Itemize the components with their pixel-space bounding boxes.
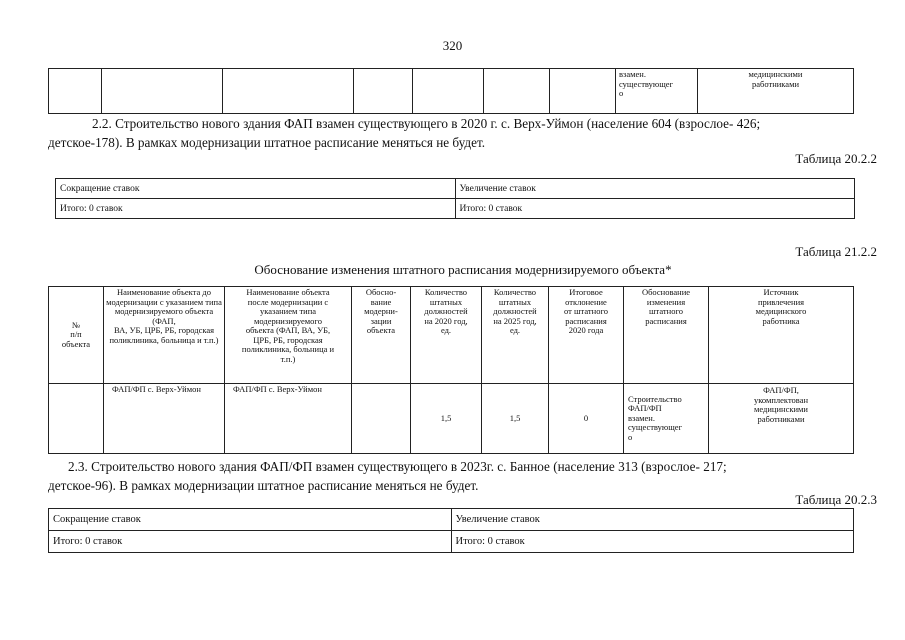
header-cell: Наименование объекта до модернизации с указанием типа модернизируемого объекта (ФАП, ВА, УБ, ЦРБ, РБ, городская поликлиника, больница и т.п.) — [104, 287, 225, 384]
deviation: 0 — [549, 384, 624, 454]
change-reason: Строительство ФАП/ФП взамен. существующег о — [624, 384, 709, 454]
row-number — [49, 384, 104, 454]
table-cell: медицинскими работниками — [698, 69, 854, 114]
table-caption: Таблица 20.2.3 — [795, 492, 877, 507]
header-cell: Наименование объекта после модернизации с указанием типа модернизируемого объекта (ФАП, ВА, УБ, ЦРБ, РБ, городская поликлиника, больница и т.п.) — [225, 287, 352, 384]
name-after: ФАП/ФП с. Верх-Уймон — [225, 384, 352, 454]
table-row — [56, 199, 855, 219]
header-cell: Количество штатных должностей на 2025 год, ед. — [482, 287, 549, 384]
table-row — [49, 384, 854, 454]
header-cell: Обоснование изменения штатного расписания — [624, 287, 709, 384]
continued-table — [48, 68, 854, 114]
header-cell: Источник привлечения медицинского работника — [709, 287, 854, 384]
staff-change-table — [55, 178, 855, 219]
header-cell: Итоговое отклонение от штатного расписания 2020 года — [549, 287, 624, 384]
name-before: ФАП/ФП с. Верх-Уймон — [104, 384, 225, 454]
staff-change-table — [48, 508, 854, 553]
reduction-total: Итого: 0 ставок — [49, 531, 452, 553]
justification-table — [48, 286, 854, 454]
increase-total: Итого: 0 ставок — [451, 531, 854, 553]
staff-2020: 1,5 — [411, 384, 482, 454]
table-header-row — [49, 287, 854, 384]
justification — [352, 384, 411, 454]
header-cell: Обосно- вание модерни- зации объекта — [352, 287, 411, 384]
increase-label: Увеличение ставок — [451, 509, 854, 531]
reduction-label: Сокращение ставок — [56, 179, 456, 199]
table-caption: Таблица 21.2.2 — [795, 244, 877, 259]
section-2-3-text: 2.3. Строительство нового здания ФАП/ФП взамен существующего в 2023г. с. Банное (население 313 (взрослое- 217; детское-96). В рамках модернизации штатное расписание меняться не будет. — [48, 459, 727, 493]
table-row — [56, 179, 855, 199]
table-title: Обоснование изменения штатного расписания модернизируемого объекта* — [254, 262, 672, 277]
header-cell: Количество штатных должностей на 2020 год, ед. — [411, 287, 482, 384]
table-cell: взамен. существующег о — [616, 69, 698, 114]
section-2-2-text: 2.2. Строительство нового здания ФАП взамен существующего в 2020 г. с. Верх-Уймон (население 604 (взрослое- 426; детское-178). В рамках модернизации штатное расписание меняться не будет. — [48, 116, 761, 150]
increase-total: Итого: 0 ставок — [455, 199, 855, 219]
increase-label: Увеличение ставок — [455, 179, 855, 199]
reduction-total: Итого: 0 ставок — [56, 199, 456, 219]
table-row — [49, 531, 854, 553]
table-row — [49, 69, 854, 114]
reduction-label: Сокращение ставок — [49, 509, 452, 531]
table-row — [49, 509, 854, 531]
page-number: 320 — [442, 38, 463, 53]
staff-source: ФАП/ФП, укомплектован медицинскими работниками — [709, 384, 854, 454]
staff-2025: 1,5 — [482, 384, 549, 454]
table-caption: Таблица 20.2.2 — [795, 151, 877, 166]
header-cell: № п/п объекта — [49, 287, 104, 384]
